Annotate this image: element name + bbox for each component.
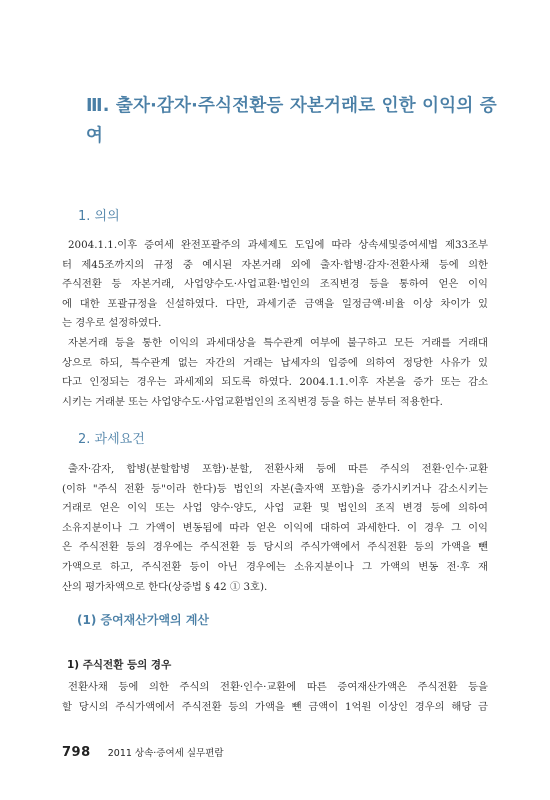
text-line: (이하 "주식 전환 등"이라 한다)등 법인의 자본(출자액 포함)을 증가시키거나 감소시키는 — [62, 482, 488, 495]
text-line: 할 당시의 주식가액에서 주식전환 등의 가액을 뺀 금액이 1억원 이상인 경우의 해당 금 — [62, 700, 488, 713]
text-line: 은 주식전환 등의 경우에는 주식전환 등 당시의 주식가액에서 주식전환 등의 가액을 뺀 — [62, 541, 488, 554]
text-line: 에 대한 포괄규정을 신설하였다. 다만, 과세기준 금액을 일정금액·비율 이상 차이가 있 — [62, 297, 488, 310]
chapter-title: Ⅲ. 출자·감자·주식전환등 자본거래로 인한 이익의 증여 — [86, 96, 497, 146]
section-heading-2: 2. 과세요건 — [78, 432, 145, 447]
book-title: 2011 상속·증여세 실무편람 — [107, 748, 224, 759]
text-line: 가액으로 하고, 주식전환 등이 아닌 경우에는 소유지분이나 그 가액의 변동 전·후 재 — [62, 560, 488, 573]
text-line: 는 경우로 설정하였다. — [62, 317, 162, 330]
text-line: 자본거래 등을 통한 이익의 과세대상을 특수관계 여부에 불구하고 모든 거래를 거래대 — [68, 337, 488, 349]
page-number: 798 — [62, 745, 91, 760]
text-line: 주식전환 등 자본거래, 사업양수도·사업교환·법인의 조직변경 등을 통하여 얻은 이익 — [62, 278, 488, 291]
text-line: 시키는 거래분 또는 사업양수도·사업교환법인의 조직변경 등을 하는 분부터 적용한다. — [62, 395, 443, 408]
text-line: 터 제45조까지의 규정 중 예시된 자본거래 외에 출자·합병·감자·전환사채 등에 의한 — [62, 258, 488, 271]
section-1-paragraph-2 — [62, 334, 488, 412]
final-paragraph — [62, 678, 488, 717]
text-line: 산의 평가차액으로 한다(상증법 § 42 ① 3호). — [62, 580, 268, 593]
text-line: 소유지분이나 그 가액이 변동됨에 따라 얻은 이익에 대하여 과세한다. 이 경우 그 이익 — [62, 521, 488, 534]
subsection-heading: (1) 증여재산가액의 계산 — [77, 613, 210, 627]
text-line: 2004.1.1.이후 증여세 완전포괄주의 과세제도 도입에 따라 상속세및증여세법 제33조부 — [68, 239, 488, 251]
sub-subsection-heading: 1) 주식전환 등의 경우 — [67, 659, 172, 671]
text-line: 상으로 하되, 특수관계 없는 자간의 거래는 납세자의 입증에 의하여 정당한 사유가 있 — [62, 356, 488, 369]
text-line: 다고 인정되는 경우는 과세제외 되도록 하였다. 2004.1.1.이후 자본을 증가 또는 감소 — [62, 376, 488, 389]
section-2-paragraph-1 — [62, 460, 488, 597]
text-line: 전환사채 등에 의한 주식의 전환·인수·교환에 따른 증여재산가액은 주식전환 등을 — [68, 681, 488, 693]
text-line: 출자·감자, 합병(분할합병 포함)·분할, 전환사채 등에 따른 주식의 전환·인수·교환 — [68, 463, 488, 475]
section-1-paragraph-1 — [62, 236, 488, 334]
page-footer — [62, 741, 224, 760]
section-heading-1: 1. 의의 — [78, 209, 120, 224]
text-line: 거래로 얻은 이익 또는 사업 양수·양도, 사업 교환 및 법인의 조직 변경 등에 의하여 — [62, 502, 488, 515]
